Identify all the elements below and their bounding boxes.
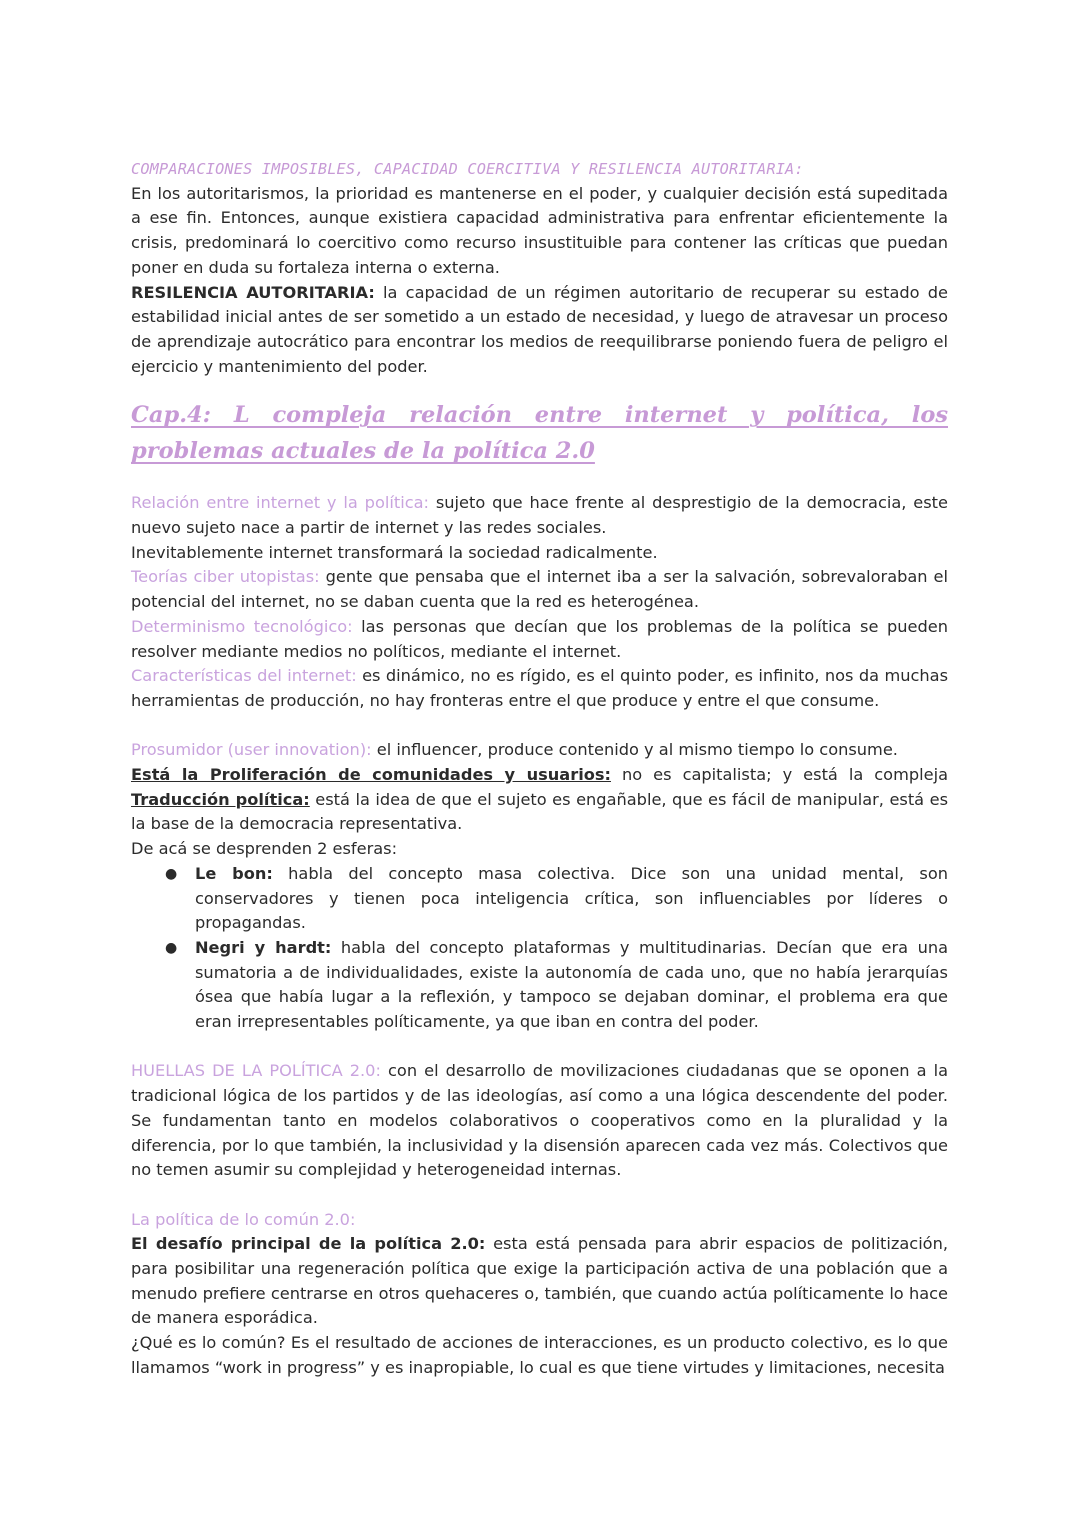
term: Negri y hardt:	[195, 937, 332, 957]
bullet-icon: ●	[165, 865, 178, 882]
definition-item	[131, 565, 948, 614]
definition: el influencer, produce contenido y al mismo tiempo lo consume.	[371, 740, 898, 760]
term: Está la Proliferación de comunidades y usuarios:	[131, 765, 611, 785]
paragraph: En los autoritarismos, la prioridad es mantenerse en el poder, y cualquier decisión está supeditada a ese fin. Entonces, aunque existiera capacidad administrativa para enfrentar eficientemente la crisis, predominará lo coercitivo como recurso insustituible para contener las críticas que puedan poner en duda su fortaleza interna o externa.	[131, 183, 948, 277]
definition-item	[131, 664, 948, 713]
definition: habla del concepto masa colectiva. Dice son una unidad mental, son conservadores y tienen poca inteligencia crítica, son influenciables por líderes o propagandas.	[195, 863, 948, 933]
term: Traducción política:	[131, 789, 310, 809]
definition-item	[131, 541, 948, 566]
definition: gente que pensaba que el internet iba a ser la salvación, sobrevaloraban el potencial del internet, no se daban cuenta que la red es heterogénea.	[131, 567, 948, 612]
definition: habla del concepto plataformas y multitudinarias. Decían que era una sumatoria a de individualidades, existe la autonomía de cada uno, que no había jerarquías ósea que había lugar a la reflexión, y tampoco se dejaban dominar, el problema era que eran irrepresentables políticamente, ya que iban en contra del poder.	[195, 937, 949, 1032]
definition: sujeto que hace frente al desprestigio de la democracia, este nuevo sujeto nace a partir de internet y las redes sociales.	[131, 493, 948, 538]
paragraph: De acá se desprenden 2 esferas:	[131, 839, 398, 859]
definition: esta está pensada para abrir espacios de politización, para posibilitar una regeneración política que exige la participación activa de una población que a menudo prefiere centrarse en otros quehaceres o, también, que cuando actúa políticamente lo hace de manera esporádica.	[131, 1234, 948, 1328]
term: Determinismo tecnológico:	[131, 616, 353, 636]
paragraph	[131, 1059, 948, 1183]
definition-item	[131, 491, 948, 540]
definition: las personas que decían que los problemas de la política se pueden resolver mediante medios no políticos, mediante el internet.	[131, 616, 948, 661]
definition: con el desarrollo de movilizaciones ciudadanas que se oponen a la tradicional lógica de los partidos y de las ideologías, así como a una lógica descendente del poder. Se fundamentan tanto en modelos colaborativos o cooperativos como en la pluralidad y la diferencia, por lo que también, la inclusividad y la disensión aparecen cada vez más. Colectivos que no temen asumir su complejidad y heterogeneidad internas.	[131, 1061, 948, 1180]
definition: está la idea de que el sujeto es engañable, que es fácil de manipular, está es la base de la democracia representativa.	[131, 789, 949, 834]
paragraph	[131, 763, 948, 837]
definition: no es capitalista; y está la compleja	[610, 765, 948, 785]
definition-item	[131, 615, 948, 664]
subheading: La política de lo común 2.0:	[131, 1209, 356, 1229]
term: El desafío principal de la política 2.0:	[131, 1234, 486, 1254]
term: HUELLAS DE LA POLÍTICA 2.0:	[131, 1061, 381, 1081]
chapter-title: Cap.4: L compleja relación entre internet y política, los problemas actuales de la política 2.0	[131, 402, 948, 465]
section-heading: COMPARACIONES IMPOSIBLES, CAPACIDAD COERCITIVA Y RESILENCIA AUTORITARIA:	[131, 160, 804, 178]
paragraph	[131, 281, 948, 380]
definition-item	[131, 738, 948, 763]
bullet-icon: ●	[165, 939, 178, 956]
term: Le bon:	[195, 863, 273, 883]
definition: es dinámico, no es rígido, es el quinto poder, es infinito, nos da muchas herramientas de producción, no hay fronteras entre el que produce y entre el que consume.	[131, 666, 948, 710]
term: Teorías ciber utopistas:	[131, 567, 320, 587]
paragraph: ¿Qué es lo común? Es el resultado de acciones de interacciones, es un producto colectivo, es lo que llamamos “work in progress” y es inapropiable, lo cual es que tiene virtudes y limitaciones, necesita	[131, 1333, 948, 1377]
term: Relación entre internet y la política:	[131, 493, 429, 513]
term: RESILENCIA AUTORITARIA:	[131, 282, 375, 302]
list-item	[131, 862, 948, 936]
definition: Inevitablemente internet transformará la sociedad radicalmente.	[131, 542, 658, 562]
paragraph	[131, 1232, 948, 1331]
definition: la capacidad de un régimen autoritario de recuperar su estado de estabilidad inicial antes de ser sometido a un estado de necesidad, y luego de atravesar un proceso de aprendizaje autocrático para encontrar los medios de reequilibrarse poniendo fuera de peligro el ejercicio y mantenimiento del poder.	[131, 282, 948, 376]
term: Prosumidor (user innovation):	[131, 740, 372, 760]
list-item	[131, 936, 948, 1035]
term: Características del internet:	[131, 666, 357, 686]
bullet-list	[131, 862, 948, 1035]
